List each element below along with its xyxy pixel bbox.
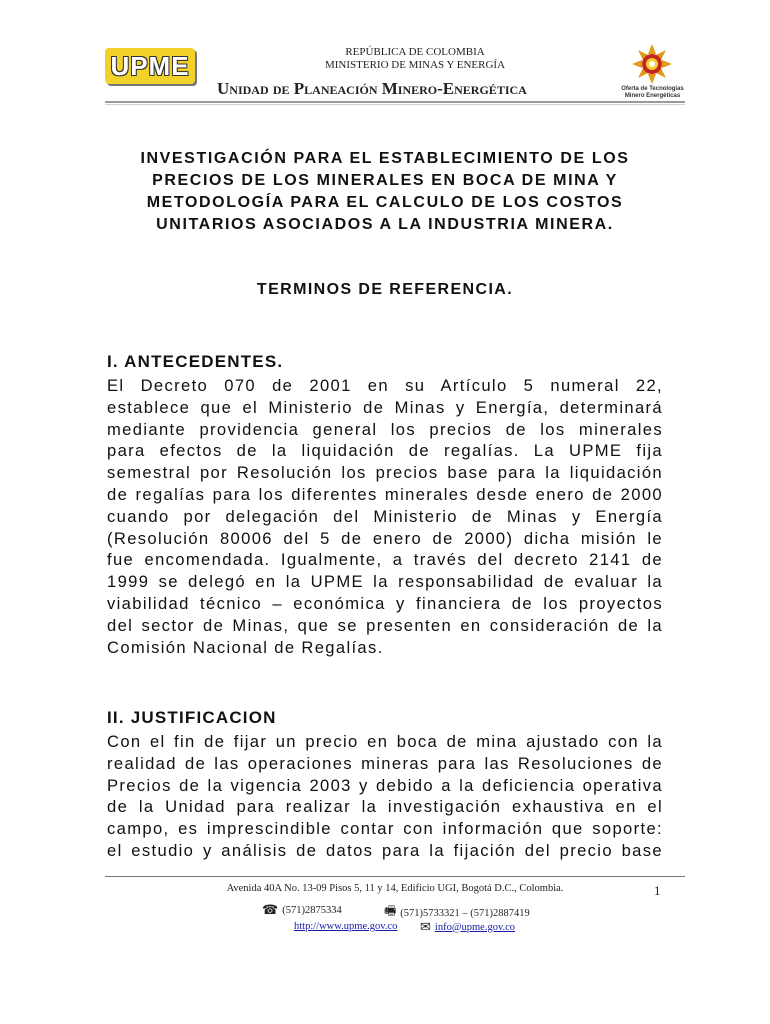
- title-line: INVESTIGACIÓN PARA EL ESTABLECIMIENTO DE LOS: [140, 150, 630, 167]
- section-heading-antecedentes: I. ANTECEDENTES.: [107, 352, 284, 371]
- energy-sun-logo: [620, 42, 685, 97]
- fax-icon: 🖷: [384, 903, 397, 918]
- paragraph-line: el estudio y análisis de datos para la fijación del precio base: [107, 840, 663, 860]
- paragraph-line: viabilidad técnico – económica y financiera de los proyectos: [107, 593, 663, 613]
- footer-phone: [262, 902, 342, 918]
- paragraph-line: Precios de la vigencia 2003 y debido a la deficiencia operativa: [107, 775, 663, 795]
- paragraph-line: fue encomendada. Igualmente, a través del decreto 2141 de: [107, 550, 663, 570]
- website-link[interactable]: http://www.upme.gov.co: [294, 921, 398, 932]
- header-country: REPÚBLICA DE COLOMBIA: [345, 46, 485, 58]
- paragraph-line: para efectos de la liquidación de regalías. La UPME fija: [107, 441, 663, 461]
- paragraph-line: 1999 se delegó en la UPME la responsabilidad de evaluar la: [107, 572, 663, 592]
- paragraph-line: mediante providencia general los precios de los minerales: [107, 419, 663, 439]
- paragraph-line: de la Unidad para realizar la investigación exhaustiva en el: [107, 797, 663, 817]
- header-ministry: MINISTERIO DE MINAS Y ENERGÍA: [324, 59, 506, 71]
- footer-website: [294, 921, 397, 932]
- sun-icon: [620, 42, 685, 88]
- paragraph-line: de regalías para los diferentes minerales desde enero de 2000: [107, 484, 663, 504]
- page-number: 1: [654, 883, 661, 898]
- upme-logo: [105, 48, 195, 84]
- telephone-icon: ☎: [262, 902, 279, 917]
- section-heading-justificacion: II. JUSTIFICACION: [107, 708, 277, 727]
- section-body-justificacion: [107, 731, 663, 862]
- title-line: METODOLOGÍA PARA EL CALCULO DE LOS COSTOS: [146, 194, 624, 211]
- section-body-antecedentes: [107, 375, 663, 658]
- email-link[interactable]: info@upme.gov.co: [434, 921, 516, 933]
- footer-address: Avenida 40A No. 13-09 Pisos 5, 11 y 14, Edificio UGI, Bogotá D.C., Colombia.: [226, 883, 564, 894]
- upme-logo-text: UPME: [110, 50, 190, 81]
- document-subtitle: TERMINOS DE REFERENCIA.: [256, 281, 514, 298]
- email-icon: ✉: [420, 919, 431, 934]
- footer-fax-numbers: (571)5733321 – (571)2887419: [400, 907, 530, 919]
- paragraph-line: campo, es imprescindible contar con información que soporte:: [107, 819, 663, 839]
- paragraph-line: cuando por delegación del Ministerio de Minas y Energía: [107, 506, 663, 526]
- header-divider-shadow: [105, 104, 685, 105]
- document-title: [110, 148, 660, 236]
- paragraph-line: realidad de las operaciones mineras para las Resoluciones de: [107, 753, 663, 773]
- footer-phone-number: (571)2875334: [282, 904, 342, 916]
- paragraph-line: del sector de Minas, que se presenten en consideración de la: [107, 615, 663, 635]
- paragraph-line: El Decreto 070 de 2001 en su Artículo 5 numeral 22,: [107, 376, 663, 395]
- footer-email: [420, 919, 515, 935]
- footer-divider: [105, 876, 685, 877]
- page-header: [105, 40, 685, 102]
- header-unit-title: Unidad de Planeación Minero-Energética: [217, 79, 527, 98]
- title-line: PRECIOS DE LOS MINERALES EN BOCA DE MINA Y: [152, 172, 618, 189]
- paragraph-line: Con el fin de fijar un precio en boca de mina ajustado con la: [107, 732, 663, 751]
- energy-logo-caption: Oferta de Tecnologías Minero Energéticas: [621, 86, 684, 99]
- paragraph-line: semestral por Resolución los precios base para la liquidación: [107, 463, 663, 483]
- paragraph-line: establece que el Ministerio de Minas y Energía, determinará: [107, 397, 663, 417]
- header-divider: [105, 101, 685, 103]
- paragraph-line: (Resolución 80006 del 5 de enero de 2000) dicha misión le: [107, 528, 663, 548]
- paragraph-line: Comisión Nacional de Regalías.: [107, 637, 384, 657]
- title-line: UNITARIOS ASOCIADOS A LA INDUSTRIA MINERA.: [156, 216, 614, 233]
